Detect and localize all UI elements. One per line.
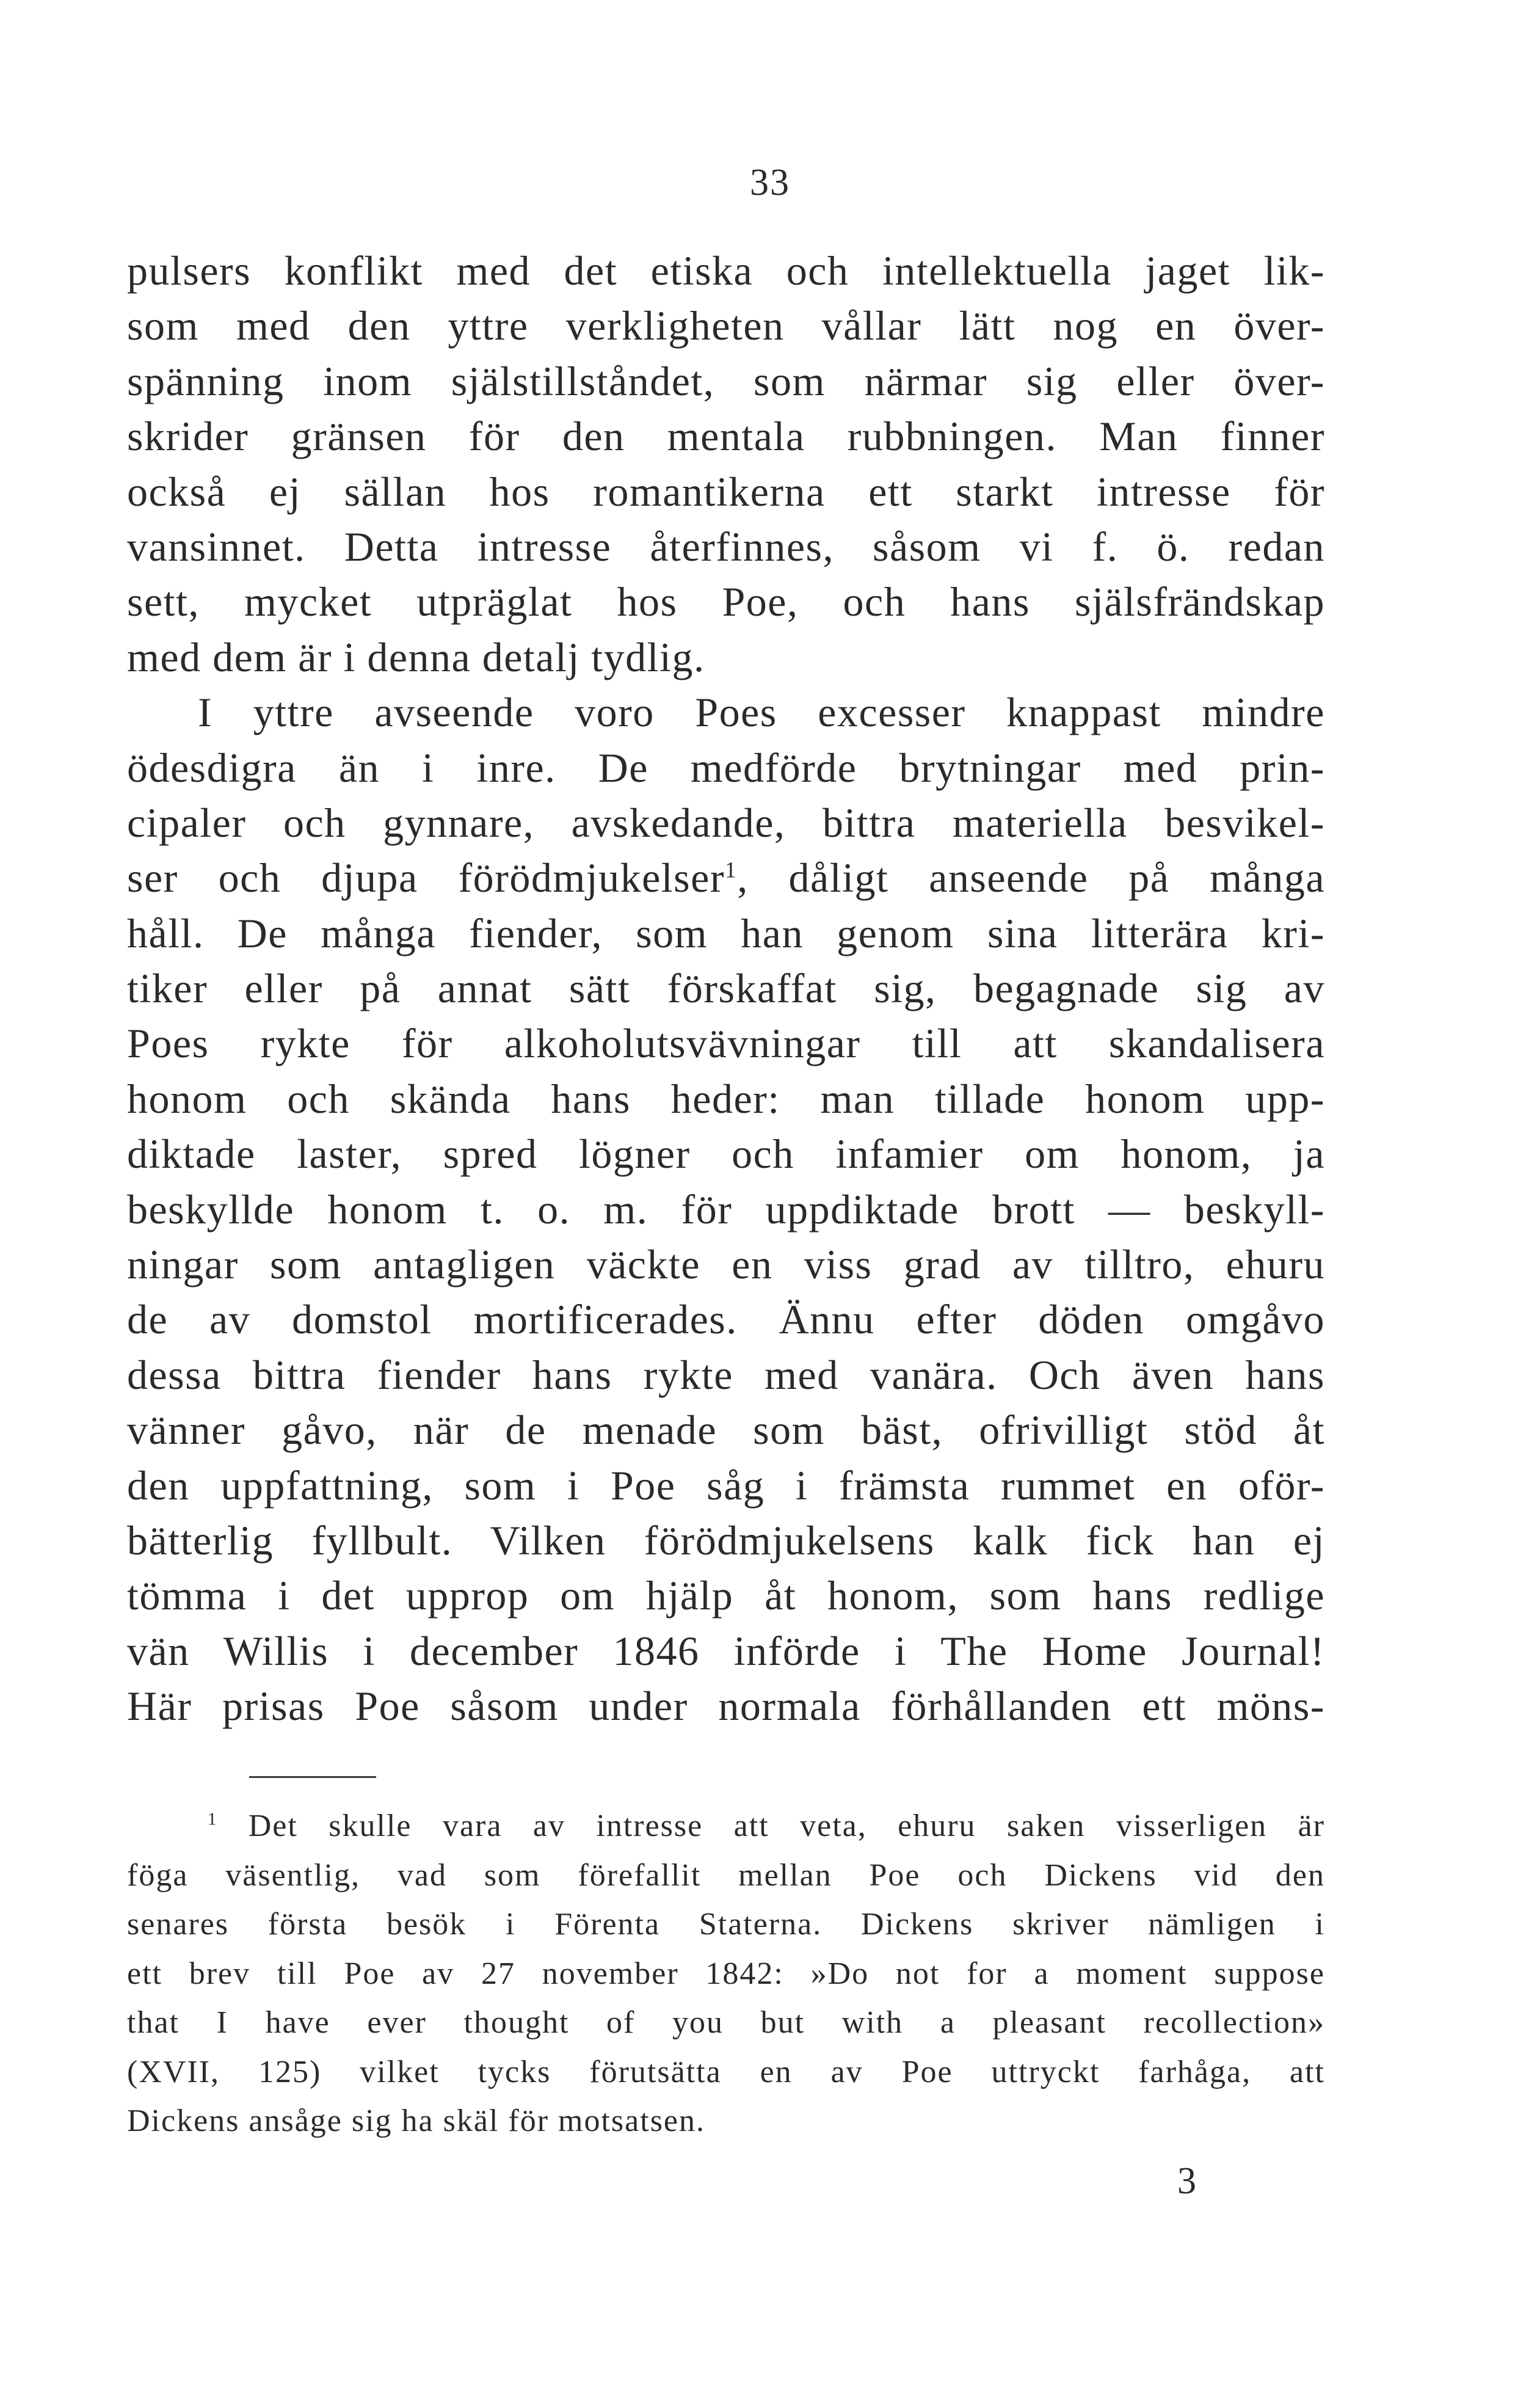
text-line: ödesdigra än i inre. De medförde brytningar med prin- [127, 744, 1325, 791]
footnote-line: föga väsentlig, vad som förefallit mellan Poe och Dickens vid den [127, 1857, 1325, 1893]
footnote-line [127, 1802, 1325, 1851]
footnote-line: ett brev till Poe av 27 november 1842: »Do not for a moment suppose [127, 1956, 1325, 1991]
text-line: vän Willis i december 1846 införde i The Home Journal! [127, 1627, 1325, 1674]
text-line: vansinnet. Detta intresse återfinnes, såsom vi f. ö. redan [127, 523, 1325, 570]
text-line: med dem är i denna detalj tydlig. [127, 633, 705, 680]
text-line: pulsers konflikt med det etiska och intellektuella jaget lik- [127, 247, 1325, 294]
text-line: Här prisas Poe såsom under normala förhållanden ett möns- [127, 1683, 1325, 1730]
text-line-with-footnote-ref [127, 850, 1325, 905]
text-line: tiker eller på annat sätt förskaffat sig, begagnade sig av [127, 965, 1325, 1012]
text-line: I yttre avseende voro Poes excesser knappast mindre [198, 689, 1325, 736]
footnote-line: (XVII, 125) vilket tycks förutsätta en av Poe uttryckt farhåga, att [127, 2054, 1325, 2089]
footnote-reference: 1 [724, 858, 738, 883]
text-line: cipaler och gynnare, avskedande, bittra materiella besvikel- [127, 799, 1325, 846]
body-text [127, 243, 1325, 1734]
text-line: diktade laster, spred lögner och infamier om honom, ja [127, 1131, 1325, 1178]
footnote-line: senares första besök i Förenta Staterna. Dickens skriver nämligen i [127, 1907, 1325, 1942]
text-line: sett, mycket utpräglat hos Poe, och hans själsfrändskap [127, 578, 1325, 625]
text-line: håll. De många fiender, som han genom sina litterära kri- [127, 909, 1325, 956]
text-line: Poes rykte för alkoholutsvävningar till att skandalisera [127, 1020, 1325, 1067]
text-line: spänning inom själstillståndet, som närmar sig eller över- [127, 357, 1325, 404]
footnote-line: that I have ever thought of you but with a pleasant recollection» [127, 2005, 1325, 2040]
text-line: tömma i det upprop om hjälp åt honom, som hans redlige [127, 1572, 1325, 1619]
text-line: bätterlig fyllbult. Vilken förödmjukelsens kalk fick han ej [127, 1517, 1325, 1564]
text-line: beskyllde honom t. o. m. för uppdiktade brott — beskyll- [127, 1186, 1325, 1233]
text-line: ningar som antagligen väckte en viss grad av tilltro, ehuru [127, 1241, 1325, 1288]
footnote-marker: 1 [208, 1810, 218, 1829]
text-line: också ej sällan hos romantikerna ett starkt intresse för [127, 468, 1325, 515]
text-fragment: ser och djupa förödmjukelser [127, 854, 725, 901]
page-number: 33 [750, 162, 790, 203]
text-line: vänner gåvo, när de menade som bäst, ofrivilligt stöd åt [127, 1407, 1325, 1454]
text-fragment: Det skulle vara av intresse att veta, ehuru saken visserligen är [248, 1808, 1325, 1843]
text-line: dessa bittra fiender hans rykte med vanära. Och även hans [127, 1351, 1325, 1398]
text-fragment: , dåligt anseende på många [737, 854, 1325, 901]
signature-mark: 3 [1177, 2160, 1196, 2202]
footnote-line: Dickens ansåge sig ha skäl för motsatsen. [127, 2103, 706, 2138]
text-line: de av domstol mortificerades. Ännu efter döden omgåvo [127, 1296, 1325, 1343]
text-line: den uppfattning, som i Poe såg i främsta rummet en oför- [127, 1462, 1325, 1509]
text-line: skrider gränsen för den mentala rubbningen. Man finner [127, 413, 1325, 460]
footnote-divider [249, 1776, 376, 1778]
text-line: som med den yttre verkligheten vållar lätt nog en över- [127, 302, 1325, 349]
text-line: honom och skända hans heder: man tillade honom upp- [127, 1075, 1325, 1122]
footnote [127, 1802, 1325, 2146]
